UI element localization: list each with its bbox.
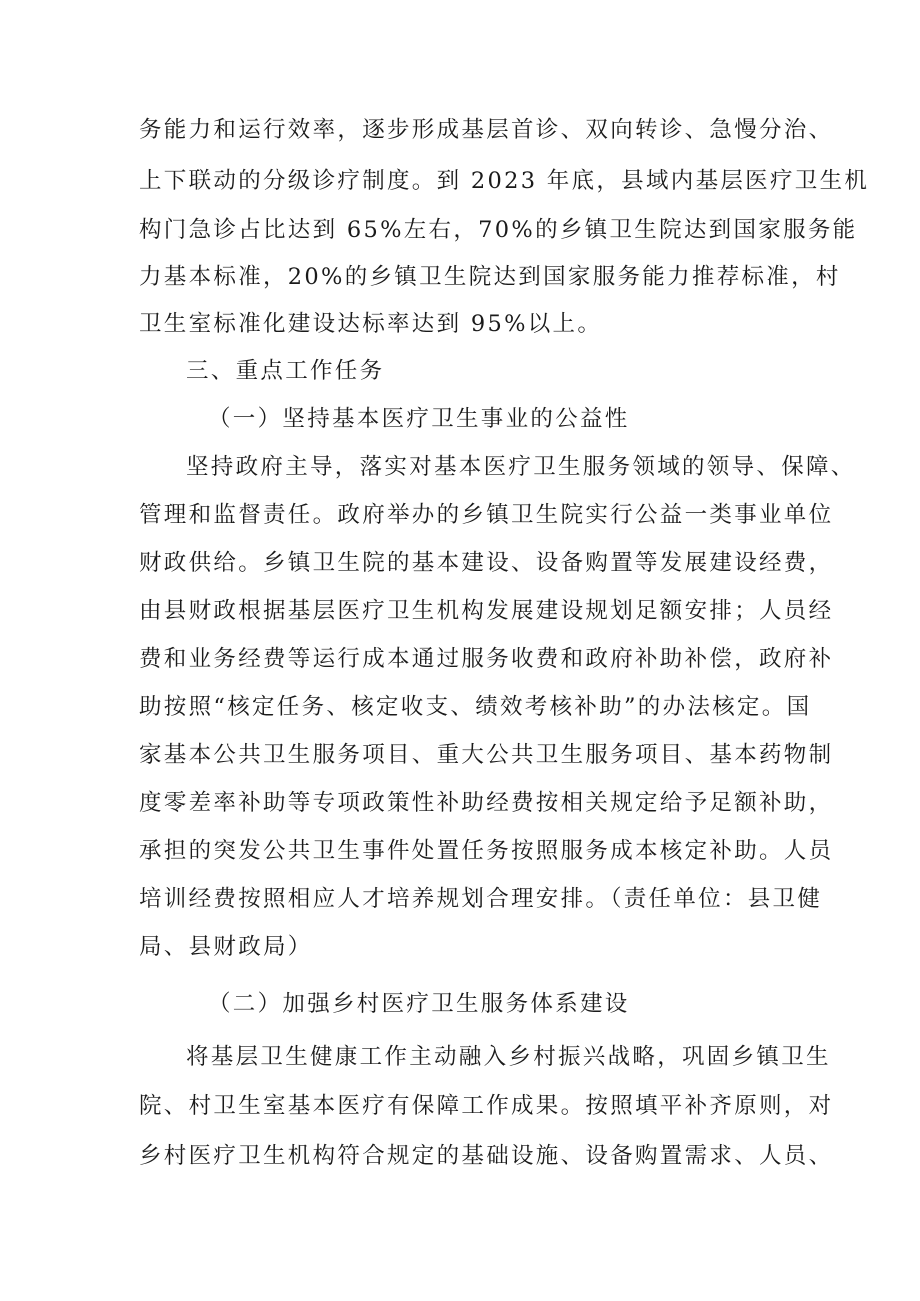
paragraph-line: 院、村卫生室基本医疗有保障工作成果。按照填平补齐原则，对 bbox=[139, 1093, 834, 1119]
paragraph-line: 构门急诊占比达到 65%左右，70%的乡镇卫生院达到国家服务能 bbox=[139, 217, 858, 243]
paragraph-line: 家基本公共卫生服务项目、重大公共卫生服务项目、基本药物制 bbox=[139, 742, 834, 768]
paragraph-line: 管理和监督责任。政府举办的乡镇卫生院实行公益一类事业单位 bbox=[139, 502, 834, 528]
paragraph-line: 坚持政府主导，落实对基本医疗卫生服务领域的领导、保障、 bbox=[186, 454, 856, 480]
subsection-heading: （一）坚持基本医疗卫生事业的公益性 bbox=[208, 406, 630, 432]
paragraph-line: 承担的突发公共卫生事件处置任务按照服务成本核定补助。人员 bbox=[139, 838, 834, 864]
paragraph-line: 将基层卫生健康工作主动融入乡村振兴战略，巩固乡镇卫生 bbox=[186, 1044, 831, 1070]
paragraph-line: 培训经费按照相应人才培养规划合理安排。（责任单位：县卫健 bbox=[139, 886, 823, 912]
paragraph-line: 卫生室标准化建设达标率达到 95%以上。 bbox=[139, 311, 603, 337]
paragraph-line: 上下联动的分级诊疗制度。到 2023 年底，县域内基层医疗卫生机 bbox=[139, 168, 870, 194]
paragraph-line: 力基本标准，20%的乡镇卫生院达到国家服务能力推荐标准，村 bbox=[139, 264, 841, 290]
paragraph-line: 财政供给。乡镇卫生院的基本建设、设备购置等发展建设经费， bbox=[139, 550, 834, 576]
paragraph-line: 助按照“核定任务、核定收支、绩效考核补助”的办法核定。国 bbox=[139, 694, 812, 720]
paragraph-line: 费和业务经费等运行成本通过服务收费和政府补助补偿，政府补 bbox=[139, 646, 834, 672]
section-heading: 三、重点工作任务 bbox=[186, 358, 385, 384]
paragraph-line: 局、县财政局） bbox=[139, 934, 313, 960]
paragraph-line: 乡村医疗卫生机构符合规定的基础设施、设备购置需求、人员、 bbox=[139, 1143, 834, 1169]
paragraph-line: 度零差率补助等专项政策性补助经费按相关规定给予足额补助， bbox=[139, 790, 834, 816]
subsection-heading: （二）加强乡村医疗卫生服务体系建设 bbox=[208, 991, 630, 1017]
paragraph-line: 由县财政根据基层医疗卫生机构发展建设规划足额安排；人员经 bbox=[139, 598, 834, 624]
paragraph-line: 务能力和运行效率，逐步形成基层首诊、双向转诊、急慢分治、 bbox=[139, 117, 834, 143]
